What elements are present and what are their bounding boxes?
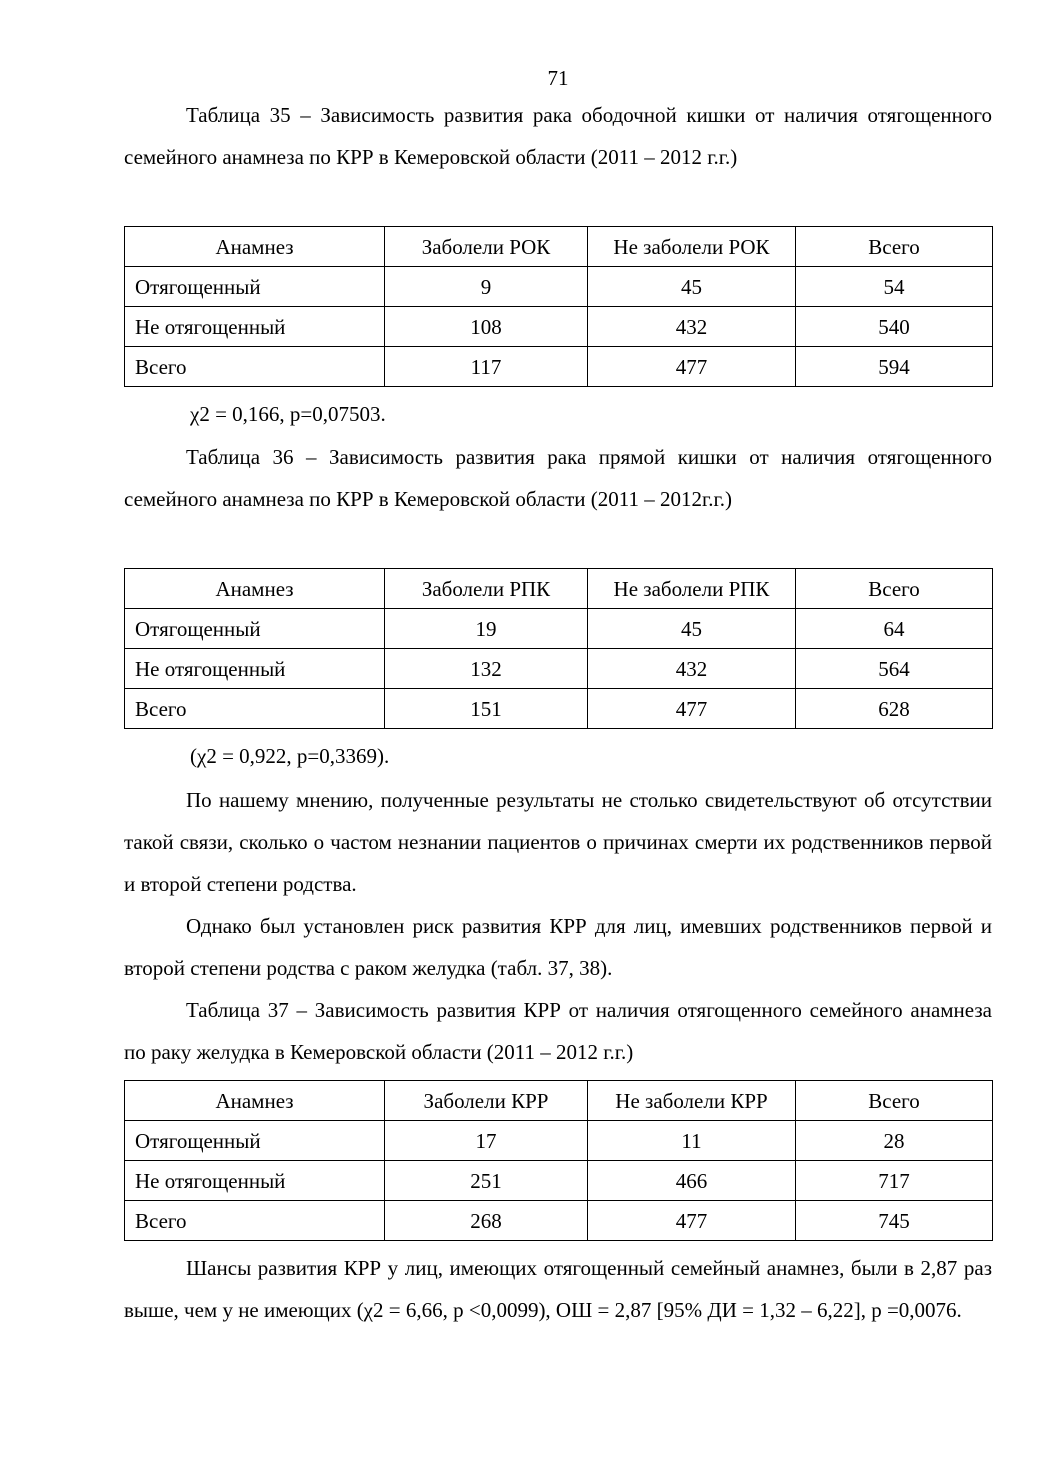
table-cell: 132	[385, 649, 588, 689]
table37	[124, 1080, 993, 1241]
table-cell: 19	[385, 609, 588, 649]
table-header-row	[125, 227, 993, 267]
table-cell: 432	[588, 649, 796, 689]
table-row	[125, 1201, 993, 1241]
paragraph-3: Шансы развития КРР у лиц, имеющих отягощенный семейный анамнез, были в 2,87 раз выше, чем у не имеющих (χ2 = 6,66, p <0,0099), ОШ = 2,87 [95% ДИ = 1,32 – 6,22], p =0,0076.	[124, 1256, 992, 1322]
table35-caption-block	[124, 94, 992, 178]
table-row	[125, 307, 993, 347]
table-cell: 28	[796, 1121, 993, 1161]
header-cell: Анамнез	[125, 1081, 385, 1121]
paragraph-1: По нашему мнению, полученные результаты не столько свидетельствуют об отсутствии такой связи, сколько о частом незнании пациентов о причинах смерти их родственников первой и второй степени родства.	[124, 788, 992, 896]
table-row	[125, 1121, 993, 1161]
table-cell: 54	[796, 267, 993, 307]
table-cell: 108	[385, 307, 588, 347]
header-cell: Всего	[796, 1081, 993, 1121]
body-text-block	[124, 779, 992, 1073]
row-label: Не отягощенный	[125, 1161, 385, 1201]
header-cell: Всего	[796, 227, 993, 267]
header-cell: Заболели РОК	[385, 227, 588, 267]
paragraph-2: Однако был установлен риск развития КРР для лиц, имевших родственников первой и второй степени родства с раком желудка (табл. 37, 38).	[124, 914, 992, 980]
table-cell: 117	[385, 347, 588, 387]
header-cell: Всего	[796, 569, 993, 609]
row-label: Всего	[125, 1201, 385, 1241]
table-row	[125, 649, 993, 689]
table-cell: 477	[588, 347, 796, 387]
table36-stat-block	[124, 742, 992, 770]
table36-caption-block	[124, 436, 992, 520]
table-cell: 466	[588, 1161, 796, 1201]
row-label: Всего	[125, 689, 385, 729]
table36-stat: (χ2 = 0,922, p=0,3369).	[190, 744, 390, 768]
header-cell: Заболели КРР	[385, 1081, 588, 1121]
table-cell: 477	[588, 1201, 796, 1241]
table-row	[125, 347, 993, 387]
table-cell: 45	[588, 267, 796, 307]
table36-caption: Таблица 36 – Зависимость развития рака прямой кишки от наличия отягощенного семейного анамнеза по КРР в Кемеровской области (2011 – 2012г.г.)	[124, 445, 992, 511]
table-cell: 45	[588, 609, 796, 649]
header-cell: Анамнез	[125, 569, 385, 609]
page-number: 71	[547, 66, 569, 90]
header-cell: Анамнез	[125, 227, 385, 267]
header-cell: Не заболели РОК	[588, 227, 796, 267]
table-row	[125, 1161, 993, 1201]
table-cell: 745	[796, 1201, 993, 1241]
header-cell: Не заболели РПК	[588, 569, 796, 609]
table35-caption: Таблица 35 – Зависимость развития рака ободочной кишки от наличия отягощенного семейного анамнеза по КРР в Кемеровской области (2011 – 2012 г.г.)	[124, 103, 992, 169]
table-row	[125, 609, 993, 649]
table-row	[125, 689, 993, 729]
table-header-row	[125, 569, 993, 609]
row-label: Не отягощенный	[125, 307, 385, 347]
table-cell: 17	[385, 1121, 588, 1161]
table-cell: 628	[796, 689, 993, 729]
table-cell: 717	[796, 1161, 993, 1201]
table-cell: 268	[385, 1201, 588, 1241]
table-cell: 564	[796, 649, 993, 689]
header-cell: Не заболели КРР	[588, 1081, 796, 1121]
header-cell: Заболели РПК	[385, 569, 588, 609]
table-cell: 11	[588, 1121, 796, 1161]
table-cell: 251	[385, 1161, 588, 1201]
table37-caption: Таблица 37 – Зависимость развития КРР от наличия отягощенного семейного анамнеза по раку желудка в Кемеровской области (2011 – 2012 г.г.)	[124, 998, 992, 1064]
row-label: Всего	[125, 347, 385, 387]
table-cell: 64	[796, 609, 993, 649]
table-cell: 540	[796, 307, 993, 347]
table-cell: 432	[588, 307, 796, 347]
table35-stat: χ2 = 0,166, p=0,07503.	[190, 402, 386, 426]
table35-stat-block	[124, 400, 992, 428]
row-label: Отягощенный	[125, 609, 385, 649]
table-cell: 151	[385, 689, 588, 729]
table36	[124, 568, 993, 729]
table-row	[125, 267, 993, 307]
row-label: Не отягощенный	[125, 649, 385, 689]
conclusion-block	[124, 1247, 992, 1331]
row-label: Отягощенный	[125, 267, 385, 307]
table-cell: 9	[385, 267, 588, 307]
table-header-row	[125, 1081, 993, 1121]
table35	[124, 226, 993, 387]
table-cell: 594	[796, 347, 993, 387]
table-cell: 477	[588, 689, 796, 729]
row-label: Отягощенный	[125, 1121, 385, 1161]
